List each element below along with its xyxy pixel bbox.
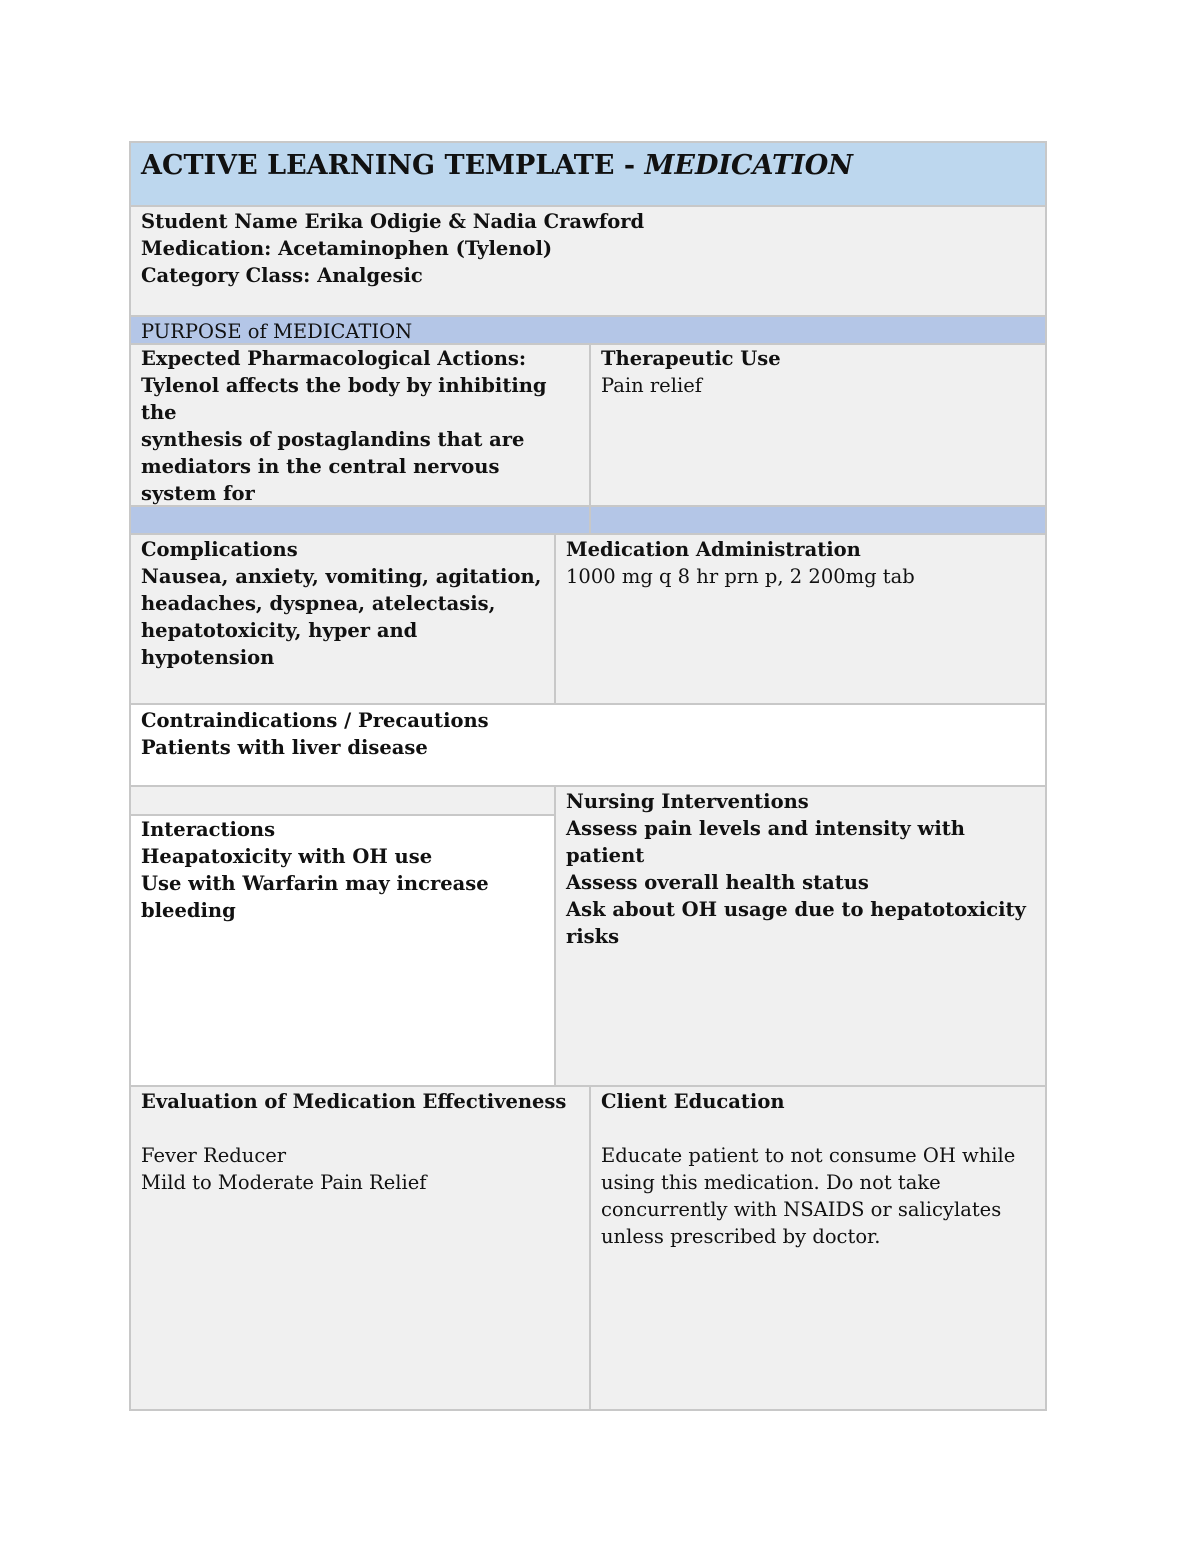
interactions-spacer	[131, 787, 554, 816]
title-italic-text: MEDICATION	[644, 150, 853, 181]
nursing-text-line: Assess overall health status	[566, 871, 869, 894]
complications-label: Complications	[141, 538, 298, 561]
interactions-label: Interactions	[141, 818, 276, 841]
nursing-text-line: Assess pain levels and intensity with patient	[566, 817, 965, 867]
interactions-cell	[131, 816, 554, 1087]
spacer-bar-left	[131, 505, 589, 535]
education-text-line: unless prescribed by doctor.	[601, 1225, 881, 1248]
evaluation-spacer	[141, 1115, 579, 1142]
template-title	[131, 143, 1045, 207]
therapeutic-label: Therapeutic Use	[601, 347, 781, 370]
administration-text: 1000 mg q 8 hr prn p, 2 200mg tab	[566, 565, 915, 588]
client-education-cell	[589, 1087, 1045, 1409]
complications-text-line: Nausea, anxiety, vomiting, agitation,	[141, 565, 542, 588]
evaluation-text-line: Fever Reducer	[141, 1144, 287, 1167]
actions-label: Expected Pharmacological Actions:	[141, 347, 527, 370]
administration-label: Medication Administration	[566, 538, 861, 561]
evaluation-label: Evaluation of Medication Effectiveness	[141, 1090, 567, 1113]
purpose-heading-text: PURPOSE of MEDICATION	[141, 320, 413, 343]
education-text-line: Educate patient to not consume OH while	[601, 1144, 1016, 1167]
contraindications-label: Contraindications / Precautions	[141, 709, 489, 732]
nursing-text-line: Ask about OH usage due to hepatotoxicity	[566, 898, 1026, 921]
student-name: Student Name Erika Odigie & Nadia Crawford	[141, 210, 645, 233]
contraindications-cell	[131, 705, 1045, 787]
evaluation-cell	[131, 1087, 589, 1409]
actions-text-line: Tylenol affects the body by inhibiting the	[141, 374, 547, 424]
interactions-text-line: Use with Warfarin may increase	[141, 872, 489, 895]
education-label: Client Education	[601, 1090, 785, 1113]
medication-name: Medication: Acetaminophen (Tylenol)	[141, 237, 553, 260]
complications-text-line: hepatotoxicity, hyper and hypotension	[141, 619, 418, 669]
education-spacer	[601, 1115, 1035, 1142]
nursing-text-line: risks	[566, 925, 620, 948]
title-text: ACTIVE LEARNING TEMPLATE -	[141, 150, 636, 181]
student-info-cell	[131, 207, 1045, 315]
pharmacological-actions-cell	[131, 345, 589, 505]
spacer-bar-right	[589, 505, 1045, 535]
therapeutic-text: Pain relief	[601, 374, 702, 397]
actions-text-line: mediators in the central nervous system for	[141, 455, 500, 505]
purpose-heading	[131, 315, 1045, 345]
interactions-text-line: Heapatoxicity with OH use	[141, 845, 433, 868]
therapeutic-use-cell	[589, 345, 1045, 505]
complications-cell	[131, 535, 554, 705]
actions-text-line: synthesis of postaglandins that are	[141, 428, 525, 451]
interactions-text-line: bleeding	[141, 899, 236, 922]
education-text-line: concurrently with NSAIDS or salicylates	[601, 1198, 1002, 1221]
education-text-line: using this medication. Do not take	[601, 1171, 941, 1194]
administration-cell	[554, 535, 1045, 705]
contraindications-text: Patients with liver disease	[141, 736, 428, 759]
nursing-label: Nursing Interventions	[566, 790, 809, 813]
nursing-interventions-cell	[554, 787, 1045, 1087]
complications-text-line: headaches, dyspnea, atelectasis,	[141, 592, 496, 615]
category-class: Category Class: Analgesic	[141, 264, 423, 287]
medication-template-table	[129, 141, 1047, 1411]
evaluation-text-line: Mild to Moderate Pain Relief	[141, 1171, 427, 1194]
